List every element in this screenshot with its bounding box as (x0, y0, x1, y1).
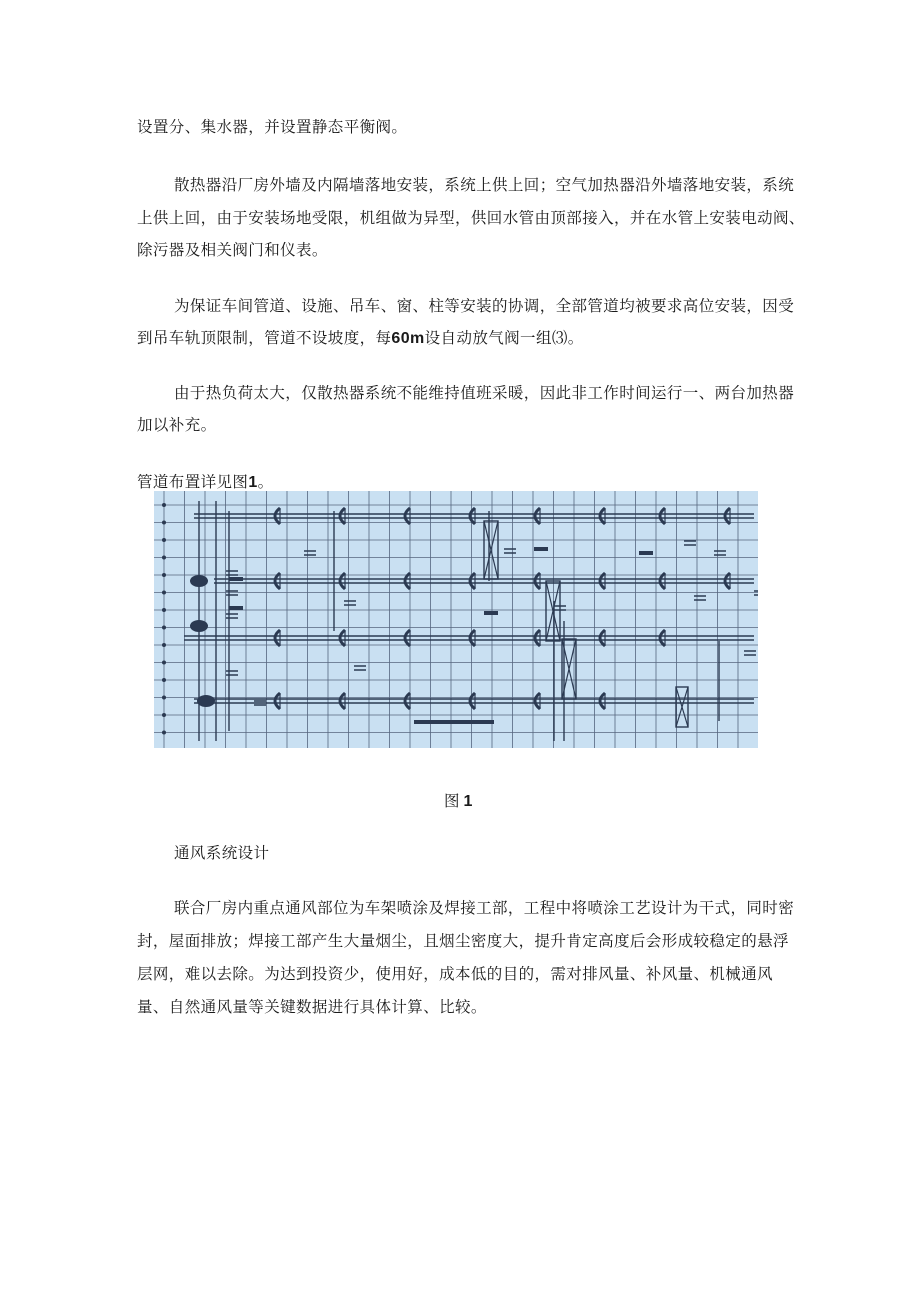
grid-node (162, 678, 166, 682)
text-line: 上供上回，由于安装场地受限，机组做为异型，供回水管由顶部接入，并在水管上安装电动阀、 (137, 209, 805, 227)
radiator-symbol (660, 630, 665, 646)
text-span: 管道布置详见图 (137, 473, 249, 491)
grid-node (162, 731, 166, 735)
collector-symbol (190, 620, 208, 632)
text-line: 散热器沿厂房外墙及内隔墙落地安装，系统上供上回；空气加热器沿外墙落地安装，系统 (174, 176, 795, 194)
grid-node (162, 643, 166, 647)
pipe-layout-figure (154, 491, 758, 748)
equipment-mark (484, 611, 498, 615)
radiator-symbol (470, 508, 475, 524)
radiator-symbol (340, 693, 345, 709)
radiator-symbol (340, 573, 345, 589)
text-line: 由于热负荷太大，仅散热器系统不能维持值班采暖，因此非工作时间运行一、两台加热器 (174, 384, 795, 402)
grid-node (162, 626, 166, 630)
text-line: 设置分、集水器，并设置静态平衡阀。 (137, 118, 408, 136)
figure-reference-number: 1 (248, 474, 258, 491)
text-line: 除污器及相关阀门和仪表。 (137, 241, 328, 259)
radiator-symbol (600, 630, 605, 646)
text-line: 封，屋面排放；焊接工部产生大量烟尘，且烟尘密度大，提升肯定高度后会形成较稳定的悬浮 (137, 932, 789, 950)
radiator-symbol (405, 573, 410, 589)
radiator-symbol (600, 508, 605, 524)
radiator-symbol (405, 630, 410, 646)
caption-prefix: 图 (444, 792, 460, 810)
grid-node (162, 696, 166, 700)
radiator-symbol (660, 508, 665, 524)
radiator-symbol (275, 508, 280, 524)
grid-node (162, 556, 166, 560)
radiator-symbol (600, 693, 605, 709)
text-line: 加以补充。 (137, 416, 217, 434)
text-line: 为保证车间管道、设施、吊车、窗、柱等安装的协调，全部管道均被要求高位安装，因受 (174, 297, 795, 315)
equipment-mark (534, 547, 548, 551)
radiator-symbol (275, 630, 280, 646)
radiator-symbol (275, 573, 280, 589)
grid-node (162, 608, 166, 612)
radiator-symbol (405, 693, 410, 709)
radiator-symbol (340, 630, 345, 646)
collector-symbol (197, 695, 215, 707)
text-line: 联合厂房内重点通风部位为车架喷涂及焊接工部，工程中将喷涂工艺设计为干式，同时密 (174, 899, 795, 917)
text-span: 到吊车轨顶限制，管道不设坡度，每 (137, 329, 392, 347)
radiator-symbol (405, 508, 410, 524)
grid-node (162, 591, 166, 595)
text-line-mixed (137, 328, 584, 349)
equipment-mark (229, 577, 243, 581)
radiator-symbol (535, 693, 540, 709)
pipe-layout-drawing (154, 491, 758, 748)
radiator-symbol (340, 508, 345, 524)
radiator-symbol (535, 573, 540, 589)
radiator-symbol (535, 630, 540, 646)
grid-node (162, 661, 166, 665)
equipment-mark (639, 551, 653, 555)
radiator-symbol (725, 508, 730, 524)
grid-node (162, 503, 166, 507)
caption-number: 1 (463, 793, 473, 810)
radiator-symbol (535, 508, 540, 524)
section-heading: 通风系统设计 (174, 844, 270, 862)
text-line-mixed (137, 472, 274, 493)
text-span: 。 (257, 473, 274, 491)
figure-caption (444, 789, 472, 811)
radiator-symbol (470, 630, 475, 646)
text-span: 设自动放气阀一组⑶。 (424, 329, 584, 347)
grid-node (162, 573, 166, 577)
equipment-mark (229, 606, 243, 610)
radiator-symbol (470, 693, 475, 709)
radiator-symbol (660, 573, 665, 589)
radiator-symbol (725, 573, 730, 589)
radiator-symbol (275, 693, 280, 709)
text-line: 层网，难以去除。为达到投资少，使用好，成本低的目的，需对排风量、补风量、机械通风 (137, 965, 774, 983)
grid-node (162, 713, 166, 717)
radiator-symbol (600, 573, 605, 589)
text-line: 量、自然通风量等关键数据进行具体计算、比较。 (137, 998, 487, 1016)
radiator-symbol (470, 573, 475, 589)
grid-node (162, 521, 166, 525)
grid-node (162, 538, 166, 542)
distance-value: 60m (391, 330, 425, 347)
collector-symbol (190, 575, 208, 587)
